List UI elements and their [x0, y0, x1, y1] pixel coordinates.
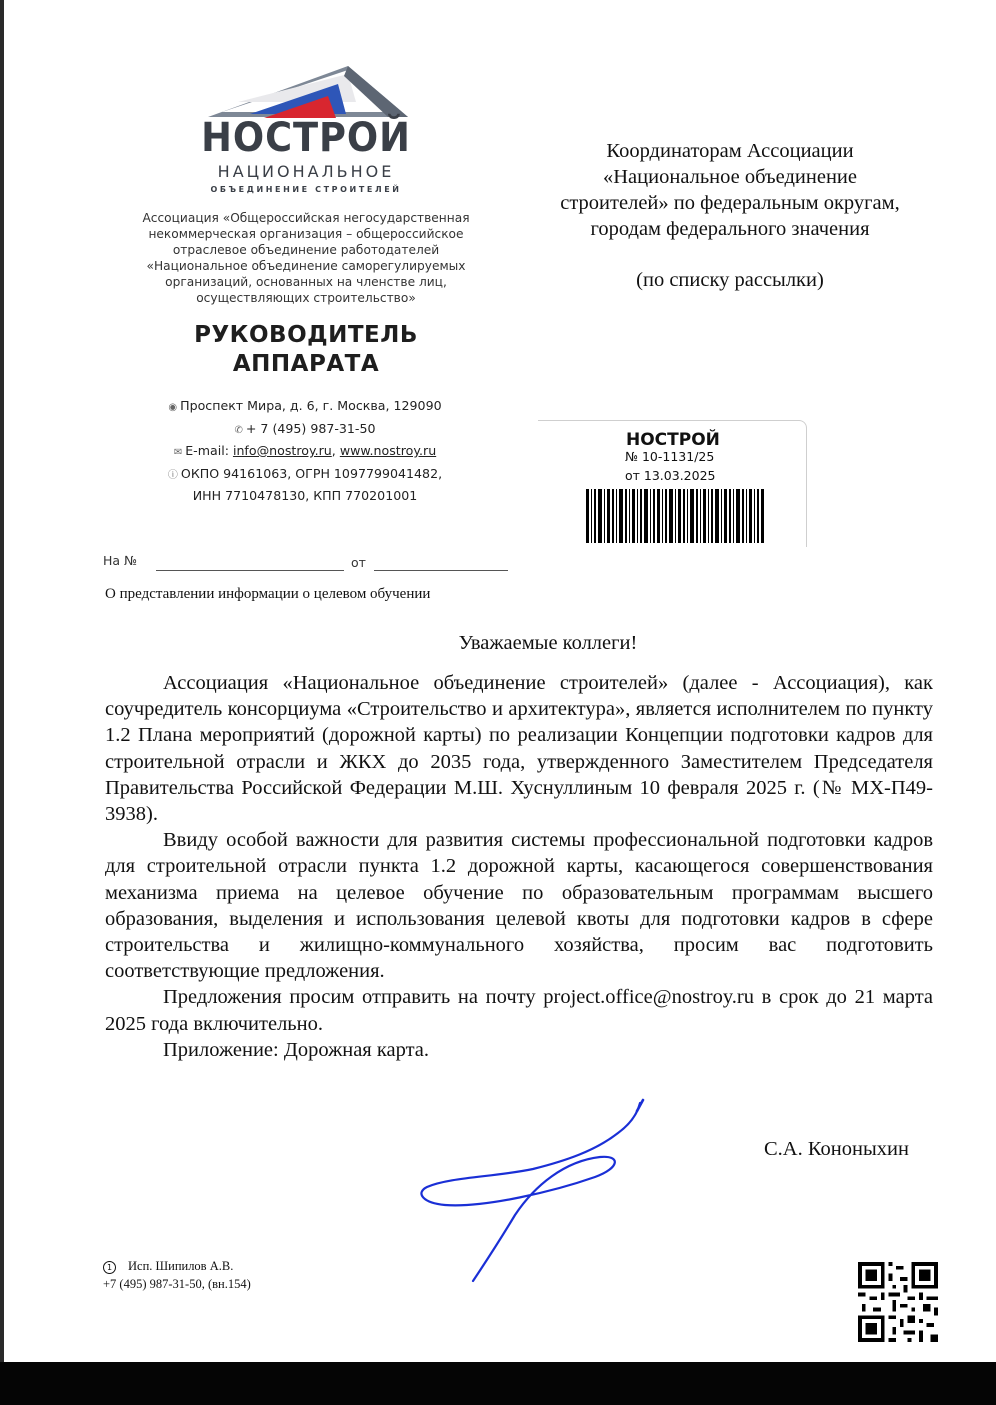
inn-row: ИНН 7710478130, КПП 770201001 [192, 488, 418, 503]
executor-name: Исп. Шипилов А.В. [128, 1259, 234, 1273]
stamp-date: от 13.03.2025 [625, 468, 716, 483]
executor-block [103, 1257, 251, 1293]
stamp-number: № 10-1131/25 [625, 449, 715, 464]
logo-roof-icon [198, 62, 418, 120]
org-description [118, 210, 494, 306]
logo-subtitle: НАЦИОНАЛЬНОЕ [217, 162, 395, 181]
contact-block [130, 396, 480, 507]
mailing-list-note: (по списку рассылки) [636, 269, 824, 291]
addressee-line: «Национальное объединение [603, 166, 857, 188]
body-paragraph: Приложение: Дорожная карта. [163, 1038, 430, 1061]
ref-number-blank [156, 570, 344, 571]
logo-title: НОСТРОЙ [201, 115, 411, 161]
addressee-block [520, 138, 940, 242]
email-row [130, 441, 480, 464]
greeting: Уважаемые коллеги! [458, 632, 638, 654]
body-paragraph: Предложения просим отправить на почту project.office@nostroy.ru в срок до 21 марта 2025 года включительно. [105, 986, 933, 1035]
phone-text: + 7 (495) 987-31-50 [245, 420, 376, 436]
logo-tagline: ОБЪЕДИНЕНИЕ СТРОИТЕЛЕЙ [210, 185, 402, 194]
location-icon: ◉ [168, 402, 178, 413]
scan-left-edge [0, 0, 4, 1362]
org-description-line: отраслевое объединение работодателей [172, 243, 440, 257]
body-paragraph: Ассоциация «Национальное объединение строителей» (далее - Ассоциация), как соучредитель консорциума «Строительство и архитектура», является исполнителем по пункту 1.2 Плана мероприятий (дорожной карты) по реализации Концепции подготовки кадров для строительной отрасли и ЖКХ до 2035 года, утвержденного Заместителем Председателя Правительства Российской Федерации М.Ш. Хуснуллиным 10 февраля 2025 г. (№ МХ-П49-3938). [105, 672, 933, 826]
info-icon: ⓘ [167, 469, 178, 481]
org-description-line: некоммерческая организация – общероссийское [148, 227, 464, 241]
okpo-text: ОКПО 94161063, ОГРН 1097799041482, [180, 465, 443, 481]
sender-position [150, 321, 462, 379]
sender-position-line: РУКОВОДИТЕЛЬ [194, 322, 418, 348]
barcode-icon [586, 489, 764, 543]
addressee-line: строителей» по федеральным округам, [560, 192, 900, 214]
signer-name: С.А. Кононыхин [764, 1138, 909, 1160]
ref-number-label: На № [103, 553, 138, 568]
phone-icon: ✆ [234, 424, 243, 436]
executor-name-row [103, 1257, 251, 1275]
ref-date-blank [374, 570, 508, 571]
website-link[interactable]: www.nostroy.ru [339, 443, 437, 458]
executor-phone: +7 (495) 987-31-50, (вн.154) [103, 1277, 251, 1291]
body-paragraph: Ввиду особой важности для развития системы профессиональной подготовки кадров для строительной отрасли пункта 1.2 дорожной карты, касающегося совершенствования механизма приема на целевое обучение по образовательным программам высшего образования, выделения и использования целевой квоты для подготовки кадров в сфере строительства и жилищно-коммунального хозяйства, просим вас подготовить соответствующие предложения. [105, 829, 933, 983]
address-row [130, 396, 480, 419]
okpo-row [130, 464, 480, 487]
ref-date-label: от [351, 555, 366, 570]
sender-position-line: АППАРАТА [232, 351, 380, 377]
addressee-line: городам федерального значения [590, 218, 870, 240]
email-label: E-mail: [185, 443, 229, 458]
org-description-line: организаций, основанных на членстве лиц, [165, 275, 447, 289]
address-text: Проспект Мира, д. 6, г. Москва, 129090 [180, 398, 442, 413]
letter-body [105, 670, 933, 1063]
signature-icon [415, 1095, 655, 1285]
stamp-org: НОСТРОЙ [626, 430, 720, 450]
org-description-line: «Национальное объединение саморегулируемых [146, 259, 466, 273]
org-description-line: Ассоциация «Общероссийская негосударственная [142, 211, 470, 225]
org-description-line: осуществляющих строительство» [196, 291, 416, 305]
email-link[interactable]: info@nostroy.ru [232, 443, 332, 458]
qr-code-icon [857, 1262, 939, 1342]
addressee-line: Координаторам Ассоциации [606, 140, 854, 162]
email-separator: , [331, 443, 336, 458]
phone-row [130, 419, 480, 442]
scan-bottom-edge [0, 1362, 996, 1405]
letter-subject: О представлении информации о целевом обучении [105, 586, 431, 602]
mail-icon: ✉ [173, 447, 183, 458]
executor-icon: 1 [103, 1261, 116, 1274]
